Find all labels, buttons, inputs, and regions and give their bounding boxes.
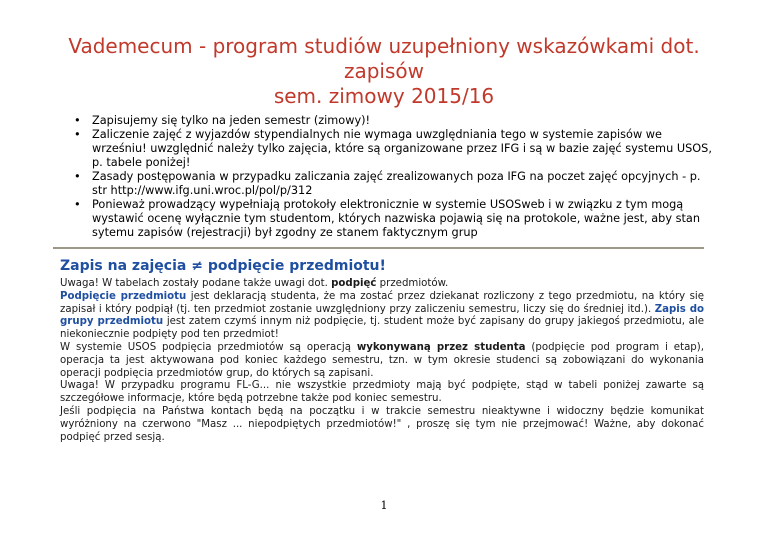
text-bold: wykonywaną przez studenta <box>356 341 526 353</box>
paragraph-flg: Uwaga! W przypadku programu FL-G... nie wszystkie przedmioty mają być podpięte, stąd w tabeli poniżej zawarte są szczegółowe informacje, które będą potrzebne także pod koniec semestru. <box>60 380 704 405</box>
bullet-item: • Zasady postępowania w przypadku zaliczania zajęć zrealizowanych poza IFG na poczet zajęć opcyjnych - p. str http://www.ifg.uni.wroc.pl/pol/p/312 <box>74 170 714 198</box>
text-span: (podpięcie pod program i etap), operacja ta jest aktywowana pod koniec każdego semestru, tzn. w tym okresie studenci są zobowiązani do wykonania operacji podpięcia przedmiotów grup, do których są zapisani. <box>60 341 704 379</box>
section-heading: Zapis na zajęcia ≠ podpięcie przedmiotu! <box>60 258 386 274</box>
text-span: jest deklaracją studenta, że ma zostać przez dziekanat rozliczony z tego przedmiotu, na który się zapisał i który podpiął (tj. ten przedmiot zostanie uwzględniony przy zaliczeniu semestru, liczy się do średniej itd.). <box>60 290 705 315</box>
paragraph-warning: Jeśli podpięcia na Państwa kontach będą na początku i w trakcie semestru nieaktywne i widoczny będzie komunikat wyróżniony na czerwono "Masz ... niepodpiętych przedmiotów!" , proszę się tym nie przejmować! Ważne, aby dokonać podpięć przed sesją. <box>60 405 704 443</box>
title-line-2: zapisów <box>343 59 425 83</box>
bullet-list <box>74 114 714 240</box>
text-span: jest zatem czymś innym niż podpięcie, tj. student może być zapisany do grupy jakiegoś przedmiotu, ale niekoniecznie podpięty pod ten przedmiot! <box>60 316 704 341</box>
title-line-1: Vademecum - program studiów uzupełniony wskazówkami dot. <box>68 34 700 58</box>
bullet-item: • Zaliczenie zajęć z wyjazdów stypendialnych nie wymaga uwzględniania tego w systemie zapisów we wrześniu! uwzględnić należy tylko zajęcia, które są organizowane przez IFG i są w bazie zajęć systemu USOS, p. tabele poniżej! <box>74 128 714 170</box>
paragraph-note <box>60 278 704 291</box>
text-highlight: Podpięcie przedmiotu <box>60 290 187 302</box>
paragraph-definition <box>60 291 704 342</box>
text-bold: podpięć <box>331 278 377 289</box>
document-title <box>60 34 708 109</box>
text-highlight: Zapis do grupy przedmiotu <box>60 303 705 328</box>
paragraph-usos <box>60 342 704 380</box>
text-span: przedmiotów. <box>376 278 449 289</box>
text-span: W systemie USOS podpięcia przedmiotów są operacją <box>60 341 357 353</box>
bullet-item: • Ponieważ prowadzący wypełniają protokoły elektronicznie w systemie USOSweb i w związku z tym mogą wystawić ocenę wyłącznie tym studentom, których nazwiska pojawią się na protokole, ważne jest, aby stan sytemu zapisów (rejestracji) był zgodny ze stanem faktycznym grup <box>74 198 714 240</box>
bullet-item: • Zapisujemy się tylko na jeden semestr (zimowy)! <box>74 114 714 128</box>
page-number: 1 <box>380 499 388 512</box>
text-span: Uwaga! W tabelach zostały podane także uwagi dot. <box>60 278 332 289</box>
section-divider <box>53 247 704 249</box>
title-line-3: sem. zimowy 2015/16 <box>273 84 495 108</box>
section-body <box>60 278 704 444</box>
